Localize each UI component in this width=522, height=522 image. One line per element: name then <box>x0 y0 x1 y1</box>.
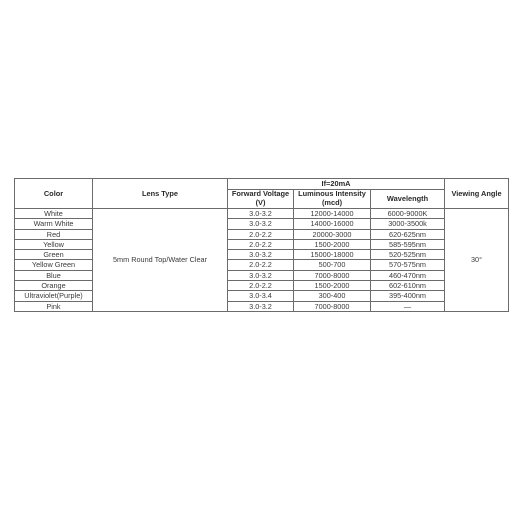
table-row <box>15 291 509 301</box>
cell-voltage: 3.0-3.2 <box>228 270 294 280</box>
cell-wavelength: 520-525nm <box>371 250 445 260</box>
header-forward-voltage <box>228 190 294 209</box>
header-current: If=20mA <box>228 179 445 190</box>
cell-wavelength: 585-595nm <box>371 239 445 249</box>
cell-intensity: 1500-2000 <box>294 281 371 291</box>
cell-color: Blue <box>15 270 93 280</box>
led-spec-table-frame <box>14 178 508 312</box>
table-row <box>15 260 509 270</box>
cell-voltage: 2.0-2.2 <box>228 281 294 291</box>
cell-intensity: 500-700 <box>294 260 371 270</box>
table-row <box>15 250 509 260</box>
header-color: Color <box>15 179 93 209</box>
cell-voltage: 3.0-3.4 <box>228 291 294 301</box>
table-row <box>15 239 509 249</box>
cell-color: Red <box>15 229 93 239</box>
table-row <box>15 270 509 280</box>
cell-intensity: 20000-3000 <box>294 229 371 239</box>
cell-color: Yellow Green <box>15 260 93 270</box>
cell-viewing-angle: 30° <box>445 209 509 312</box>
header-luminous-line2: (mcd) <box>321 198 343 207</box>
header-luminous-line1: Luminous Intensity <box>298 189 366 199</box>
cell-intensity: 14000-16000 <box>294 219 371 229</box>
cell-wavelength: 460-470nm <box>371 270 445 280</box>
cell-voltage: 2.0-2.2 <box>228 239 294 249</box>
table-row <box>15 229 509 239</box>
cell-voltage: 3.0-3.2 <box>228 301 294 311</box>
cell-intensity: 1500-2000 <box>294 239 371 249</box>
header-row-1 <box>15 179 509 190</box>
cell-voltage: 3.0-3.2 <box>228 219 294 229</box>
cell-wavelength: 570-575nm <box>371 260 445 270</box>
cell-wavelength: 6000-9000K <box>371 209 445 219</box>
cell-wavelength: 620-625nm <box>371 229 445 239</box>
header-wavelength: Wavelength <box>371 190 445 209</box>
cell-voltage: 2.0-2.2 <box>228 260 294 270</box>
table-row <box>15 209 509 219</box>
cell-voltage: 3.0-3.2 <box>228 209 294 219</box>
header-viewing-angle: Viewing Angle <box>445 179 509 209</box>
cell-color: Orange <box>15 281 93 291</box>
cell-color: Ultraviolet(Purple) <box>15 291 93 301</box>
header-luminous-intensity <box>294 190 371 209</box>
cell-intensity: 7000-8000 <box>294 270 371 280</box>
cell-wavelength: — <box>371 301 445 311</box>
cell-intensity: 7000-8000 <box>294 301 371 311</box>
cell-color: White <box>15 209 93 219</box>
cell-voltage: 2.0-2.2 <box>228 229 294 239</box>
cell-color: Warm White <box>15 219 93 229</box>
cell-intensity: 12000-14000 <box>294 209 371 219</box>
led-spec-table <box>14 178 509 312</box>
cell-color: Yellow <box>15 239 93 249</box>
header-lens-type: Lens Type <box>93 179 228 209</box>
table-row <box>15 281 509 291</box>
cell-intensity: 15000-18000 <box>294 250 371 260</box>
header-forward-voltage-line2: (V) <box>255 198 266 207</box>
cell-wavelength: 3000-3500k <box>371 219 445 229</box>
cell-wavelength: 395-400nm <box>371 291 445 301</box>
header-forward-voltage-line1: Forward Voltage <box>231 189 290 199</box>
table-row <box>15 219 509 229</box>
cell-voltage: 3.0-3.2 <box>228 250 294 260</box>
cell-lens-type: 5mm Round Top/Water Clear <box>93 209 228 312</box>
cell-color: Pink <box>15 301 93 311</box>
cell-wavelength: 602-610nm <box>371 281 445 291</box>
cell-color: Green <box>15 250 93 260</box>
table-row <box>15 301 509 311</box>
cell-intensity: 300-400 <box>294 291 371 301</box>
